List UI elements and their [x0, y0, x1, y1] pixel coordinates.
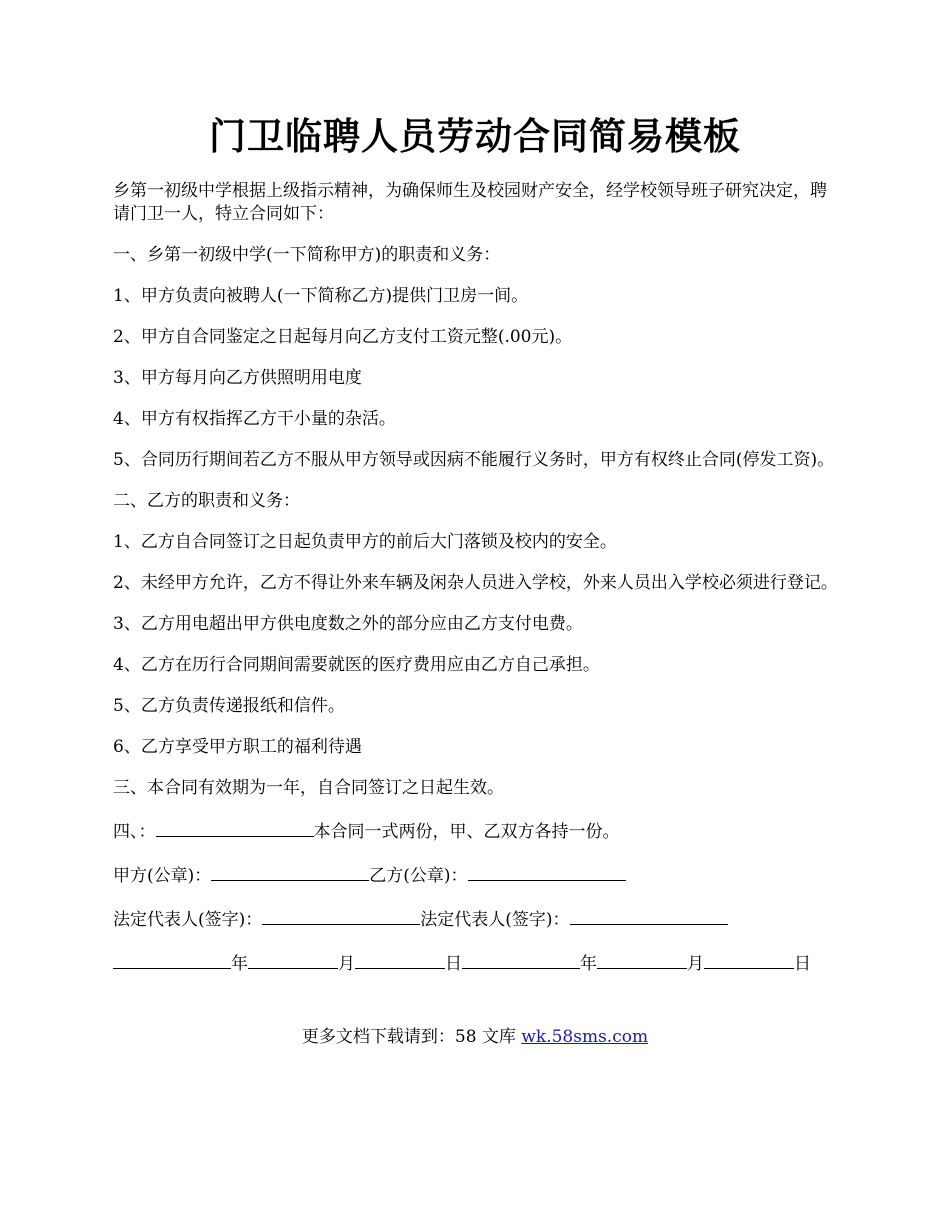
section2-item-6: 6、乙方享受甲方职工的福利待遇 — [113, 737, 362, 757]
date-b-month-label: 月 — [687, 954, 704, 974]
document-body — [113, 180, 841, 994]
legal-rep-line — [113, 906, 841, 932]
section2-item-4: 4、乙方在历行合同期间需要就医的医疗费用应由乙方自己承担。 — [113, 655, 600, 675]
legal-rep-a-label: 法定代表人(签字)： — [113, 910, 263, 930]
section1-item-3: 3、甲方每月向乙方供照明用电度 — [113, 368, 362, 388]
section4-prefix: 四、： — [113, 822, 156, 842]
party-b-seal-blank — [468, 862, 626, 881]
section2-heading: 二、乙方的职责和义务： — [113, 491, 300, 511]
date-line — [113, 950, 841, 976]
date-a-day-label: 日 — [445, 954, 462, 974]
section1-item-4: 4、甲方有权指挥乙方干小量的杂活。 — [113, 409, 396, 429]
section2-item-5: 5、乙方负责传递报纸和信件。 — [113, 696, 345, 716]
date-b-month-blank — [597, 950, 687, 969]
footer-link[interactable]: wk.58sms.com — [521, 1027, 649, 1047]
date-b-day-blank — [704, 950, 794, 969]
date-a-day-blank — [355, 950, 445, 969]
party-a-seal-blank — [211, 862, 369, 881]
date-b-day-label: 日 — [794, 954, 811, 974]
section4-suffix: 本合同一式两份，甲、乙双方各持一份。 — [313, 822, 620, 842]
document-title: 门卫临聘人员劳动合同简易模板 — [209, 114, 741, 158]
seal-line — [113, 862, 841, 888]
date-a-year-label: 年 — [231, 954, 248, 974]
section1-item-2: 2、甲方自合同鉴定之日起每月向乙方支付工资元整(.00元)。 — [113, 327, 573, 347]
section2-item-3: 3、乙方用电超出甲方供电度数之外的部分应由乙方支付电费。 — [113, 614, 583, 634]
intro-paragraph: 乡第一初级中学根据上级指示精神，为确保师生及校园财产安全，经学校领导班子研究决定，聘请门卫一人，特立合同如下： — [113, 181, 827, 224]
date-b-year-label: 年 — [580, 954, 597, 974]
section4-blank — [156, 818, 314, 837]
section1-item-1: 1、甲方负责向被聘人(一下简称乙方)提供门卫房一间。 — [113, 286, 529, 306]
footer-text: 更多文档下载请到：58 文库 — [301, 1027, 522, 1047]
download-footer — [0, 1026, 950, 1049]
section4-paragraph — [113, 818, 841, 844]
section3-paragraph: 三、本合同有效期为一年，自合同签订之日起生效。 — [113, 778, 504, 798]
section2-item-2: 2、未经甲方允许，乙方不得让外来车辆及闲杂人员进入学校，外来人员出入学校必须进行登记。 — [113, 573, 838, 593]
party-b-seal-label: 乙方(公章)： — [369, 866, 468, 886]
date-b-year-blank — [462, 950, 580, 969]
legal-rep-b-label: 法定代表人(签字)： — [420, 910, 570, 930]
section2-item-1: 1、乙方自合同签订之日起负责甲方的前后大门落锁及校内的安全。 — [113, 532, 617, 552]
date-a-year-blank — [113, 950, 231, 969]
date-a-month-label: 月 — [338, 954, 355, 974]
date-a-month-blank — [248, 950, 338, 969]
party-a-seal-label: 甲方(公章)： — [113, 866, 212, 886]
legal-rep-a-blank — [262, 906, 420, 925]
section1-item-5: 5、合同历行期间若乙方不服从甲方领导或因病不能履行义务时，甲方有权终止合同(停发工资)。 — [113, 450, 835, 470]
section1-heading: 一、乡第一初级中学(一下简称甲方)的职责和义务： — [113, 245, 501, 265]
legal-rep-b-blank — [570, 906, 728, 925]
